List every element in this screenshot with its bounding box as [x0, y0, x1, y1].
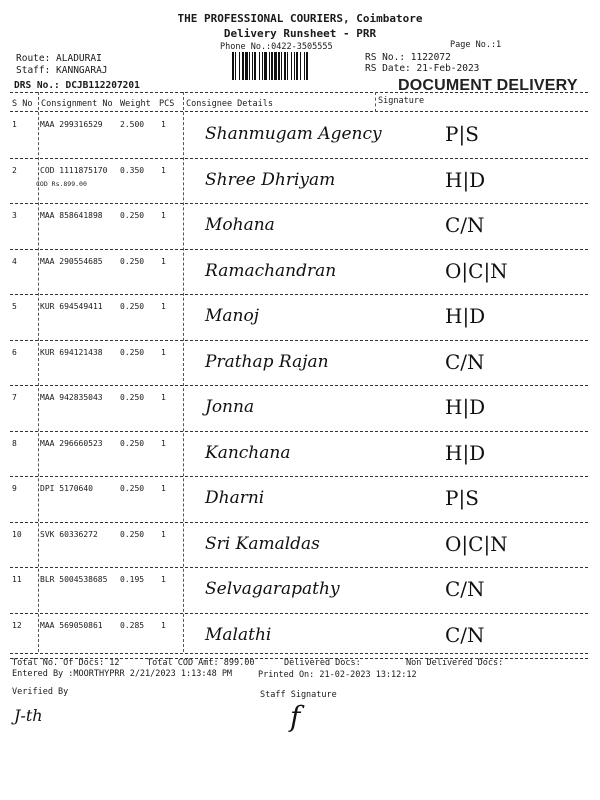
verified-by-label: Verified By [12, 687, 69, 697]
row-consignment-no: MAA 858641898 [40, 211, 103, 220]
row-signature: H|D [445, 395, 486, 419]
row-weight: 0.250 [120, 302, 145, 311]
row-weight: 0.250 [120, 211, 145, 220]
table-row [0, 205, 600, 251]
document-delivery-stamp: DOCUMENT DELIVERY [398, 77, 578, 94]
table-row [0, 569, 600, 615]
row-sno: 9 [12, 484, 17, 493]
table-row [0, 114, 600, 160]
row-pcs: 1 [161, 211, 166, 220]
company-title: THE PROFESSIONAL COURIERS, Coimbatore [177, 12, 423, 25]
row-divider [10, 294, 588, 295]
row-signature: P|S [445, 486, 479, 510]
row-consignee-name: Sri Kamaldas [205, 533, 320, 554]
row-divider [10, 158, 588, 159]
row-weight: 0.285 [120, 620, 145, 630]
row-weight: 0.250 [120, 484, 145, 493]
row-divider [10, 522, 588, 523]
rs-date: RS Date: 21-Feb-2023 [365, 63, 480, 74]
row-consignee-name: Selvagarapathy [205, 579, 340, 599]
printed-on: Printed On: 21-02-2023 13:12:12 [258, 670, 417, 680]
table-row [0, 160, 600, 206]
table-row [0, 296, 600, 342]
row-consignee-name: Kanchana [205, 442, 291, 463]
row-divider [10, 613, 588, 614]
row-signature: H|D [445, 440, 486, 465]
row-pcs: 1 [161, 393, 166, 402]
header-top-rule [10, 92, 588, 93]
row-consignee-name: Shanmugam Agency [205, 124, 382, 144]
row-divider [10, 385, 588, 386]
row-divider [10, 203, 588, 204]
table-row [0, 478, 600, 524]
row-signature: O|C|N [445, 531, 508, 556]
verifier-signature: J-th [14, 706, 43, 725]
row-weight: 0.250 [120, 393, 145, 402]
barcode-graphic [232, 52, 360, 80]
row-sno: 3 [12, 211, 17, 220]
row-pcs: 1 [161, 165, 166, 175]
row-consignee-name: Prathap Rajan [205, 351, 329, 372]
table-row [0, 251, 600, 297]
row-consignee-name: Jonna [205, 397, 255, 417]
col-signature: Signature [378, 96, 425, 106]
row-consignee-name: Malathi [205, 624, 272, 645]
row-consignee-name: Dharni [205, 488, 265, 508]
row-divider [10, 567, 588, 568]
delivered-docs: Delivered Docs: [284, 658, 361, 668]
row-signature: C/N [445, 213, 485, 237]
phone-number: Phone No.:0422-3505555 [220, 42, 333, 52]
row-sno: 2 [12, 165, 17, 175]
footer-top-rule [10, 653, 588, 654]
staff-label: Staff: KANNGARAJ [16, 65, 108, 76]
row-sno: 5 [12, 302, 17, 311]
row-signature: H|D [445, 167, 486, 192]
row-divider [10, 476, 588, 477]
row-weight: 0.250 [120, 529, 145, 539]
col-pcs: PCS [159, 99, 175, 109]
col-separator [375, 92, 376, 112]
runsheet-subtitle: Delivery Runsheet - PRR [223, 27, 377, 40]
row-pcs: 1 [161, 256, 166, 266]
row-divider [10, 431, 588, 432]
entered-by: Entered By :MOORTHYPRR 2/21/2023 1:13:48 PM [12, 669, 233, 679]
rs-number: RS No.: 1122072 [365, 52, 451, 63]
row-consignment-no: KUR 694121438 [40, 347, 103, 357]
staff-signature-mark: f [290, 700, 301, 733]
row-sno: 10 [12, 529, 22, 539]
row-pcs: 1 [161, 347, 166, 357]
row-consignment-no: MAA 296660523 [40, 438, 103, 448]
row-pcs: 1 [161, 484, 166, 493]
row-signature: C/N [445, 349, 485, 374]
row-consignment-no: COD 1111875170 [40, 165, 108, 175]
row-weight: 0.250 [120, 438, 145, 448]
row-weight: 2.500 [120, 120, 145, 129]
row-sno: 6 [12, 347, 17, 357]
row-pcs: 1 [161, 620, 166, 630]
row-pcs: 1 [161, 120, 166, 129]
table-row [0, 342, 600, 388]
row-pcs: 1 [161, 575, 166, 584]
row-consignment-no: KUR 694549411 [40, 302, 103, 311]
row-consignee-name: Mohana [205, 215, 275, 235]
route-label: Route: ALADURAI [16, 53, 102, 64]
row-sno: 1 [12, 120, 17, 129]
row-cod-note: COD Rs.899.00 [36, 179, 87, 188]
col-sno: S No [12, 99, 33, 109]
row-sno: 12 [12, 620, 22, 630]
row-pcs: 1 [161, 438, 166, 448]
row-sno: 7 [12, 393, 17, 402]
row-weight: 0.250 [120, 256, 145, 266]
row-consignee-name: Manoj [205, 306, 259, 326]
row-consignment-no: MAA 290554685 [40, 256, 103, 266]
row-consignment-no: SVK 60336272 [40, 529, 98, 539]
row-pcs: 1 [161, 302, 166, 311]
row-signature: H|D [445, 304, 486, 328]
col-consignee: Consignee Details [186, 99, 273, 109]
drs-number: DRS No.: DCJB112207201 [14, 80, 140, 91]
row-consignment-no: BLR 5004538685 [40, 575, 108, 584]
total-docs: Total No. Of Docs: 12 [12, 658, 120, 668]
row-sno: 4 [12, 256, 17, 266]
row-weight: 0.250 [120, 347, 145, 357]
row-signature: C/N [445, 577, 485, 601]
col-consignment: Consignment No [41, 99, 113, 109]
row-consignee-name: Ramachandran [205, 260, 337, 281]
row-divider [10, 249, 588, 250]
total-cod-amount: Total COD Amt: 899.00 [147, 658, 255, 668]
table-row [0, 387, 600, 433]
row-consignment-no: MAA 942835043 [40, 393, 103, 402]
row-pcs: 1 [161, 529, 166, 539]
col-weight: Weight [120, 99, 151, 109]
page-number: Page No.:1 [450, 40, 502, 50]
row-consignment-no: MAA 299316529 [40, 120, 103, 129]
header-bottom-rule [10, 111, 588, 112]
non-delivered-docs: Non Delivered Docs: [406, 658, 504, 668]
row-divider [10, 340, 588, 341]
row-signature: P|S [445, 122, 479, 146]
row-sno: 11 [12, 575, 22, 584]
row-weight: 0.350 [120, 165, 145, 175]
row-signature: C/N [445, 622, 485, 647]
table-row [0, 433, 600, 479]
staff-signature-label: Staff Signature [260, 690, 337, 700]
row-signature: O|C|N [445, 258, 508, 283]
table-row [0, 524, 600, 570]
row-consignee-name: Shree Dhriyam [205, 169, 336, 190]
row-consignment-no: DPI 5170640 [40, 484, 93, 493]
row-weight: 0.195 [120, 575, 145, 584]
row-consignment-no: MAA 569050861 [40, 620, 103, 630]
row-sno: 8 [12, 438, 17, 448]
